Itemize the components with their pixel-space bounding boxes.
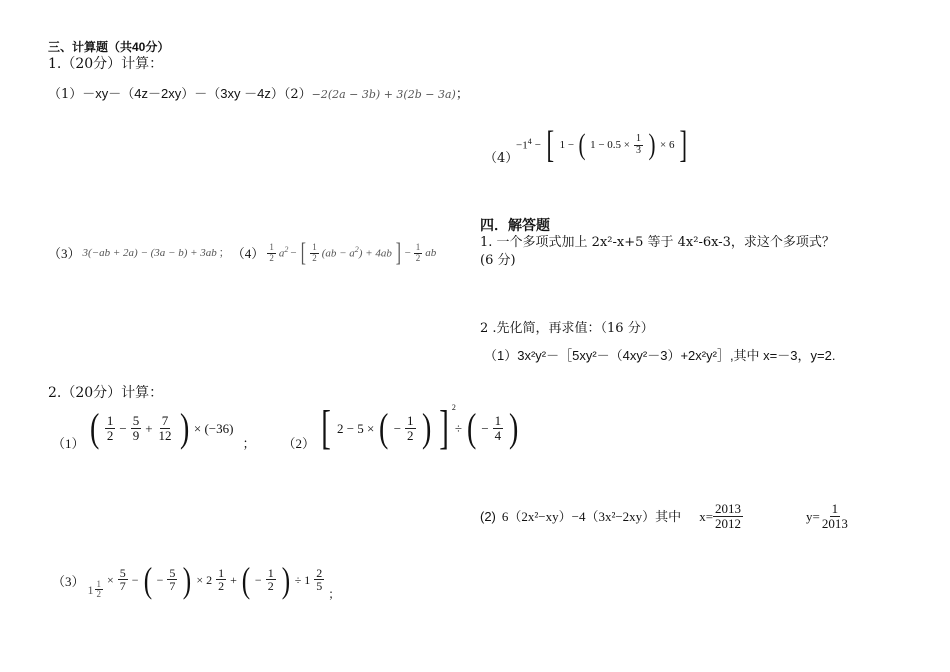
- section4-title: 四．解答题: [480, 217, 550, 233]
- p3-fraction: $\frac{1}{2}$: [415, 242, 421, 263]
- q1-item4-expr: [516, 126, 690, 164]
- mixed-fraction: $\frac{1}{2}$: [96, 579, 102, 600]
- g1-fraction: $\frac{1}{2}$: [407, 412, 414, 443]
- p-minus: −: [290, 246, 297, 259]
- left-paren-l3b: (: [241, 559, 251, 600]
- q2-header: 2.（20分）计算：: [48, 385, 164, 401]
- q1-item4-inner: 1 − 0.5 ×: [590, 138, 630, 151]
- q1-item4-one: 1 −: [559, 138, 575, 151]
- right-paren: ): [648, 128, 656, 161]
- c-fraction: $\frac{1}{2}$: [218, 565, 225, 594]
- q1-label-1: （1）: [48, 87, 83, 102]
- g2-fraction: $\frac{1}{4}$: [494, 412, 502, 443]
- right-paren-q2: ): [179, 405, 189, 450]
- q2-neg: −: [393, 420, 402, 436]
- q2-label-2: （2）: [282, 436, 315, 451]
- right-bracket-q2: ]: [439, 401, 449, 454]
- p3-var: ab: [425, 246, 437, 259]
- p1-fraction: $\frac{1}{2}$: [269, 242, 274, 263]
- section3-title: 三、计算题（共40分）: [48, 40, 170, 54]
- q1-item4-fraction: $\frac{1}{3}$: [635, 133, 641, 156]
- t2: × 2: [196, 572, 213, 587]
- t1: ×: [107, 572, 114, 587]
- s4-q2-item1: （1）3x²y²－［5xy²－（4xy²－3）+2x²y²］,其中 x=－3，y=2.: [484, 348, 836, 363]
- x-fraction: $\frac{2013}{2012}$: [715, 501, 742, 531]
- q1-expr-2: −2(2a − 3b) + 3(2b − 3a): [311, 88, 456, 101]
- right-paren-l3b: ): [281, 559, 290, 600]
- q1-sep: ；: [218, 246, 230, 259]
- q2-line1: （1） ( $\frac{1}{2}$ − $\frac{5}{9}$ + $\frac{7}{12}$ ) × (−36) ； （2） [ 2 − 5 × ( − $\frac{1}{2}$ ) ] 2 ÷ ( − $\frac{1}{4}$ ): [52, 401, 519, 454]
- neg2: −: [254, 572, 262, 587]
- p3-minus: −: [404, 246, 411, 259]
- left-bracket: [: [546, 124, 555, 166]
- f3-fraction: $\frac{7}{12}$: [158, 412, 172, 443]
- q2-two: 2 − 5 ×: [336, 420, 375, 436]
- q1-item4-exp: 4: [527, 137, 532, 147]
- right-paren-l3a: ): [183, 559, 192, 600]
- d-fraction: $\frac{1}{2}$: [267, 565, 274, 594]
- neg: −: [156, 572, 164, 587]
- left-paren-q2b: (: [379, 405, 389, 450]
- q2-label-3: （3）: [52, 573, 85, 589]
- a-fraction: $\frac{5}{7}$: [119, 565, 126, 594]
- q1-line1: [48, 87, 469, 101]
- p1-var: a: [278, 247, 285, 260]
- mixed-whole: 1: [87, 582, 94, 597]
- right-paren-q2c: ): [509, 405, 519, 450]
- right-bracket-2: ]: [395, 238, 401, 267]
- q1-item4-times: × 6: [659, 138, 675, 151]
- left-paren-l3a: (: [143, 559, 152, 600]
- right-paren-q2b: ): [421, 405, 431, 450]
- f1-fraction: $\frac{1}{2}$: [106, 412, 114, 443]
- left-paren-q2c: (: [466, 405, 477, 450]
- q2-label-1: （1）: [52, 436, 85, 451]
- q1-item4-minus: −: [534, 138, 541, 151]
- right-bracket: ]: [679, 124, 688, 166]
- q1-item4-prefix: −1: [516, 139, 528, 152]
- q1-expr-1: －xy－（4z－2xy）－（3xy －4z）: [82, 86, 284, 101]
- q1-header: 1.（20分）计算：: [48, 56, 164, 72]
- q1-expr-3: 3(−ab + 2a) − (3a − b) + 3ab: [82, 246, 217, 259]
- q1-label-3: （3）: [48, 245, 81, 261]
- s4-q1-line2: (6 分): [480, 253, 516, 268]
- p2-expr: (ab − a: [321, 247, 355, 260]
- left-paren: (: [578, 128, 586, 161]
- q1-item4-label: （4）: [484, 151, 519, 166]
- b-fraction: $\frac{5}{7}$: [169, 565, 176, 594]
- end: ；: [328, 586, 341, 601]
- f2-fraction: $\frac{5}{9}$: [132, 412, 140, 443]
- y-fraction: $\frac{1}{2013}$: [821, 501, 848, 531]
- q2-line3: [52, 560, 340, 600]
- div: ÷ 1: [294, 572, 311, 587]
- q2-times: × (−36): [193, 420, 234, 436]
- op1: −: [119, 420, 127, 436]
- minus: −: [131, 572, 139, 587]
- s4-q2-header: 2 .先化简，再求值：（16 分）: [480, 321, 654, 336]
- p2-tail: ) + 4ab: [358, 247, 392, 260]
- left-bracket-q2: [: [321, 401, 331, 454]
- q1-end: ；: [455, 87, 469, 102]
- x-label: x=: [699, 508, 714, 524]
- q1-label-2: （2）: [283, 87, 312, 102]
- q2-div: ÷: [454, 420, 462, 436]
- s4-q1-line1: 1. 一个多项式加上 2x²-x+5 等于 4x²-6x-3，求这个多项式？: [480, 235, 835, 250]
- s4-q2-item2-expr: 6（2x²−xy）−4（3x²−2xy）其中: [501, 508, 682, 524]
- q1-label-4: （4）: [231, 245, 265, 261]
- q2-neg2: −: [481, 420, 489, 436]
- op2: +: [145, 420, 153, 436]
- y-label: y=: [806, 508, 820, 524]
- q1-line3: （3） 3(−ab + 2a) − (3a − b) + 3ab ； （4） $\frac{1}{2}$ $a^2$ − [ $\frac{1}{2}$ $(ab - a^2) + 4ab$ ] − $\frac{1}{2}$ ab: [48, 238, 437, 267]
- q2-sep: ；: [242, 436, 256, 451]
- e-fraction: $\frac{2}{5}$: [316, 565, 323, 594]
- left-paren-q2: (: [89, 405, 99, 450]
- plus: +: [230, 572, 237, 587]
- p2-fraction: $\frac{1}{2}$: [312, 242, 317, 263]
- left-bracket-2: [: [300, 238, 306, 267]
- s4-q2-item2-label: (2): [480, 508, 496, 524]
- s4-q2-item2: [480, 502, 851, 530]
